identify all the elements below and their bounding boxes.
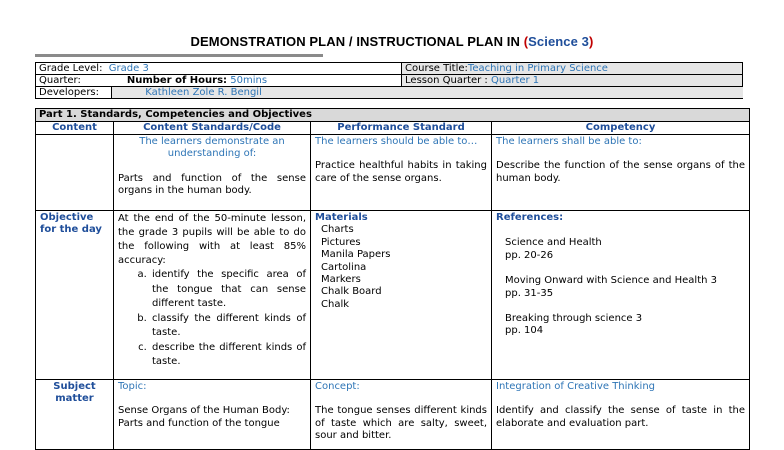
performance-intro: The learners should be able to… [315, 136, 478, 147]
standards-intro: The learners demonstrate an understanding of: [139, 136, 285, 160]
reference-title: Breaking through science 3 [505, 313, 643, 325]
material-item: Cartolina [321, 261, 367, 273]
material-item: Chalk [321, 298, 350, 310]
page-title: DEMONSTRATION PLAN / INSTRUCTIONAL PLAN IN (Science 3) [190, 34, 594, 49]
topic-label: Topic: [118, 381, 147, 392]
part1-heading: Part 1. Standards, Competencies and Objectives [36, 109, 750, 122]
column-header-performance: Performance Standard [311, 122, 492, 135]
objective-item: b. classify the different kinds of taste. [150, 312, 306, 341]
lesson-quarter-cell: Lesson Quarter : Quarter 1 [402, 75, 743, 87]
column-header-competency: Competency [492, 122, 750, 135]
references-cell [492, 211, 750, 380]
integration-label: Integration of Creative Thinking [496, 381, 656, 392]
reference-title: Moving Onward with Science and Health 3 [505, 275, 717, 287]
concept-cell [311, 380, 492, 450]
column-header-content: Content [36, 122, 114, 135]
hours-value: 50mins [230, 75, 268, 86]
material-item: Markers [321, 274, 361, 286]
objective-list [118, 268, 306, 370]
grade-level-value: Grade 3 [108, 63, 149, 74]
developers-value-cell [112, 87, 743, 99]
reference-pages: pp. 104 [505, 325, 544, 337]
reference-pages: pp. 31-35 [505, 287, 554, 299]
materials-label: Materials [315, 212, 368, 223]
objective-item: a. identify the specific area of the tongue that can sense different taste. [150, 268, 306, 312]
quarter-cell: Quarter: Number of Hours: 50mins [36, 75, 402, 87]
course-title-value: Teaching in Primary Science [467, 63, 608, 74]
topic-line: Parts and function of the tongue [118, 417, 280, 429]
column-header-standards: Content Standards/Code [114, 122, 311, 135]
course-title-cell: Course Title:Teaching in Primary Science [402, 63, 743, 75]
integration-text: Identify and classify the sense of taste in the elaborate and evaluation part. [496, 405, 746, 429]
material-item: Charts [321, 224, 354, 236]
integration-cell [492, 380, 750, 450]
standards-table [35, 108, 750, 450]
concept-text: The tongue senses different kinds of taste which are salty, sweet, sour and bitter. [315, 405, 487, 442]
info-table [35, 62, 743, 99]
subject-matter-label: Subject matter [36, 380, 114, 450]
competency-cell [492, 135, 750, 211]
standards-cell [114, 135, 311, 211]
objective-item: c. describe the different kinds of taste. [150, 341, 306, 370]
reference-title: Science and Health [505, 237, 602, 249]
grade-level-cell: Grade Level: Grade 3 [36, 63, 402, 75]
concept-label: Concept: [315, 381, 360, 392]
performance-cell [311, 135, 492, 211]
topic-line: Sense Organs of the Human Body: [118, 405, 290, 417]
title-underline [35, 54, 323, 57]
content-cell-empty [36, 135, 114, 211]
developers-label: Developers: [36, 87, 112, 99]
material-item: Chalk Board [321, 286, 382, 298]
materials-cell [311, 211, 492, 380]
references-label: References: [496, 212, 564, 223]
performance-text: Practice healthful habits in taking care of the sense organs. [315, 160, 487, 184]
material-item: Manila Papers [321, 249, 391, 261]
lesson-quarter-value: Quarter 1 [491, 75, 540, 86]
topic-cell [114, 380, 311, 450]
standards-text: Parts and function of the sense organs in the human body. [118, 172, 306, 197]
developers-value: Kathleen Zole R. Bengil [145, 87, 262, 98]
competency-text: Describe the function of the sense organs of the human body. [496, 160, 746, 184]
reference-pages: pp. 20-26 [505, 249, 554, 261]
objective-label: Objective for the day [36, 211, 114, 380]
material-item: Pictures [321, 236, 361, 248]
objective-intro: At the end of the 50-minute lesson, the grade 3 pupils will be able to do the following with at least 85% accuracy: [118, 213, 306, 266]
objective-cell [114, 211, 311, 380]
competency-intro: The learners shall be able to: [496, 136, 642, 147]
